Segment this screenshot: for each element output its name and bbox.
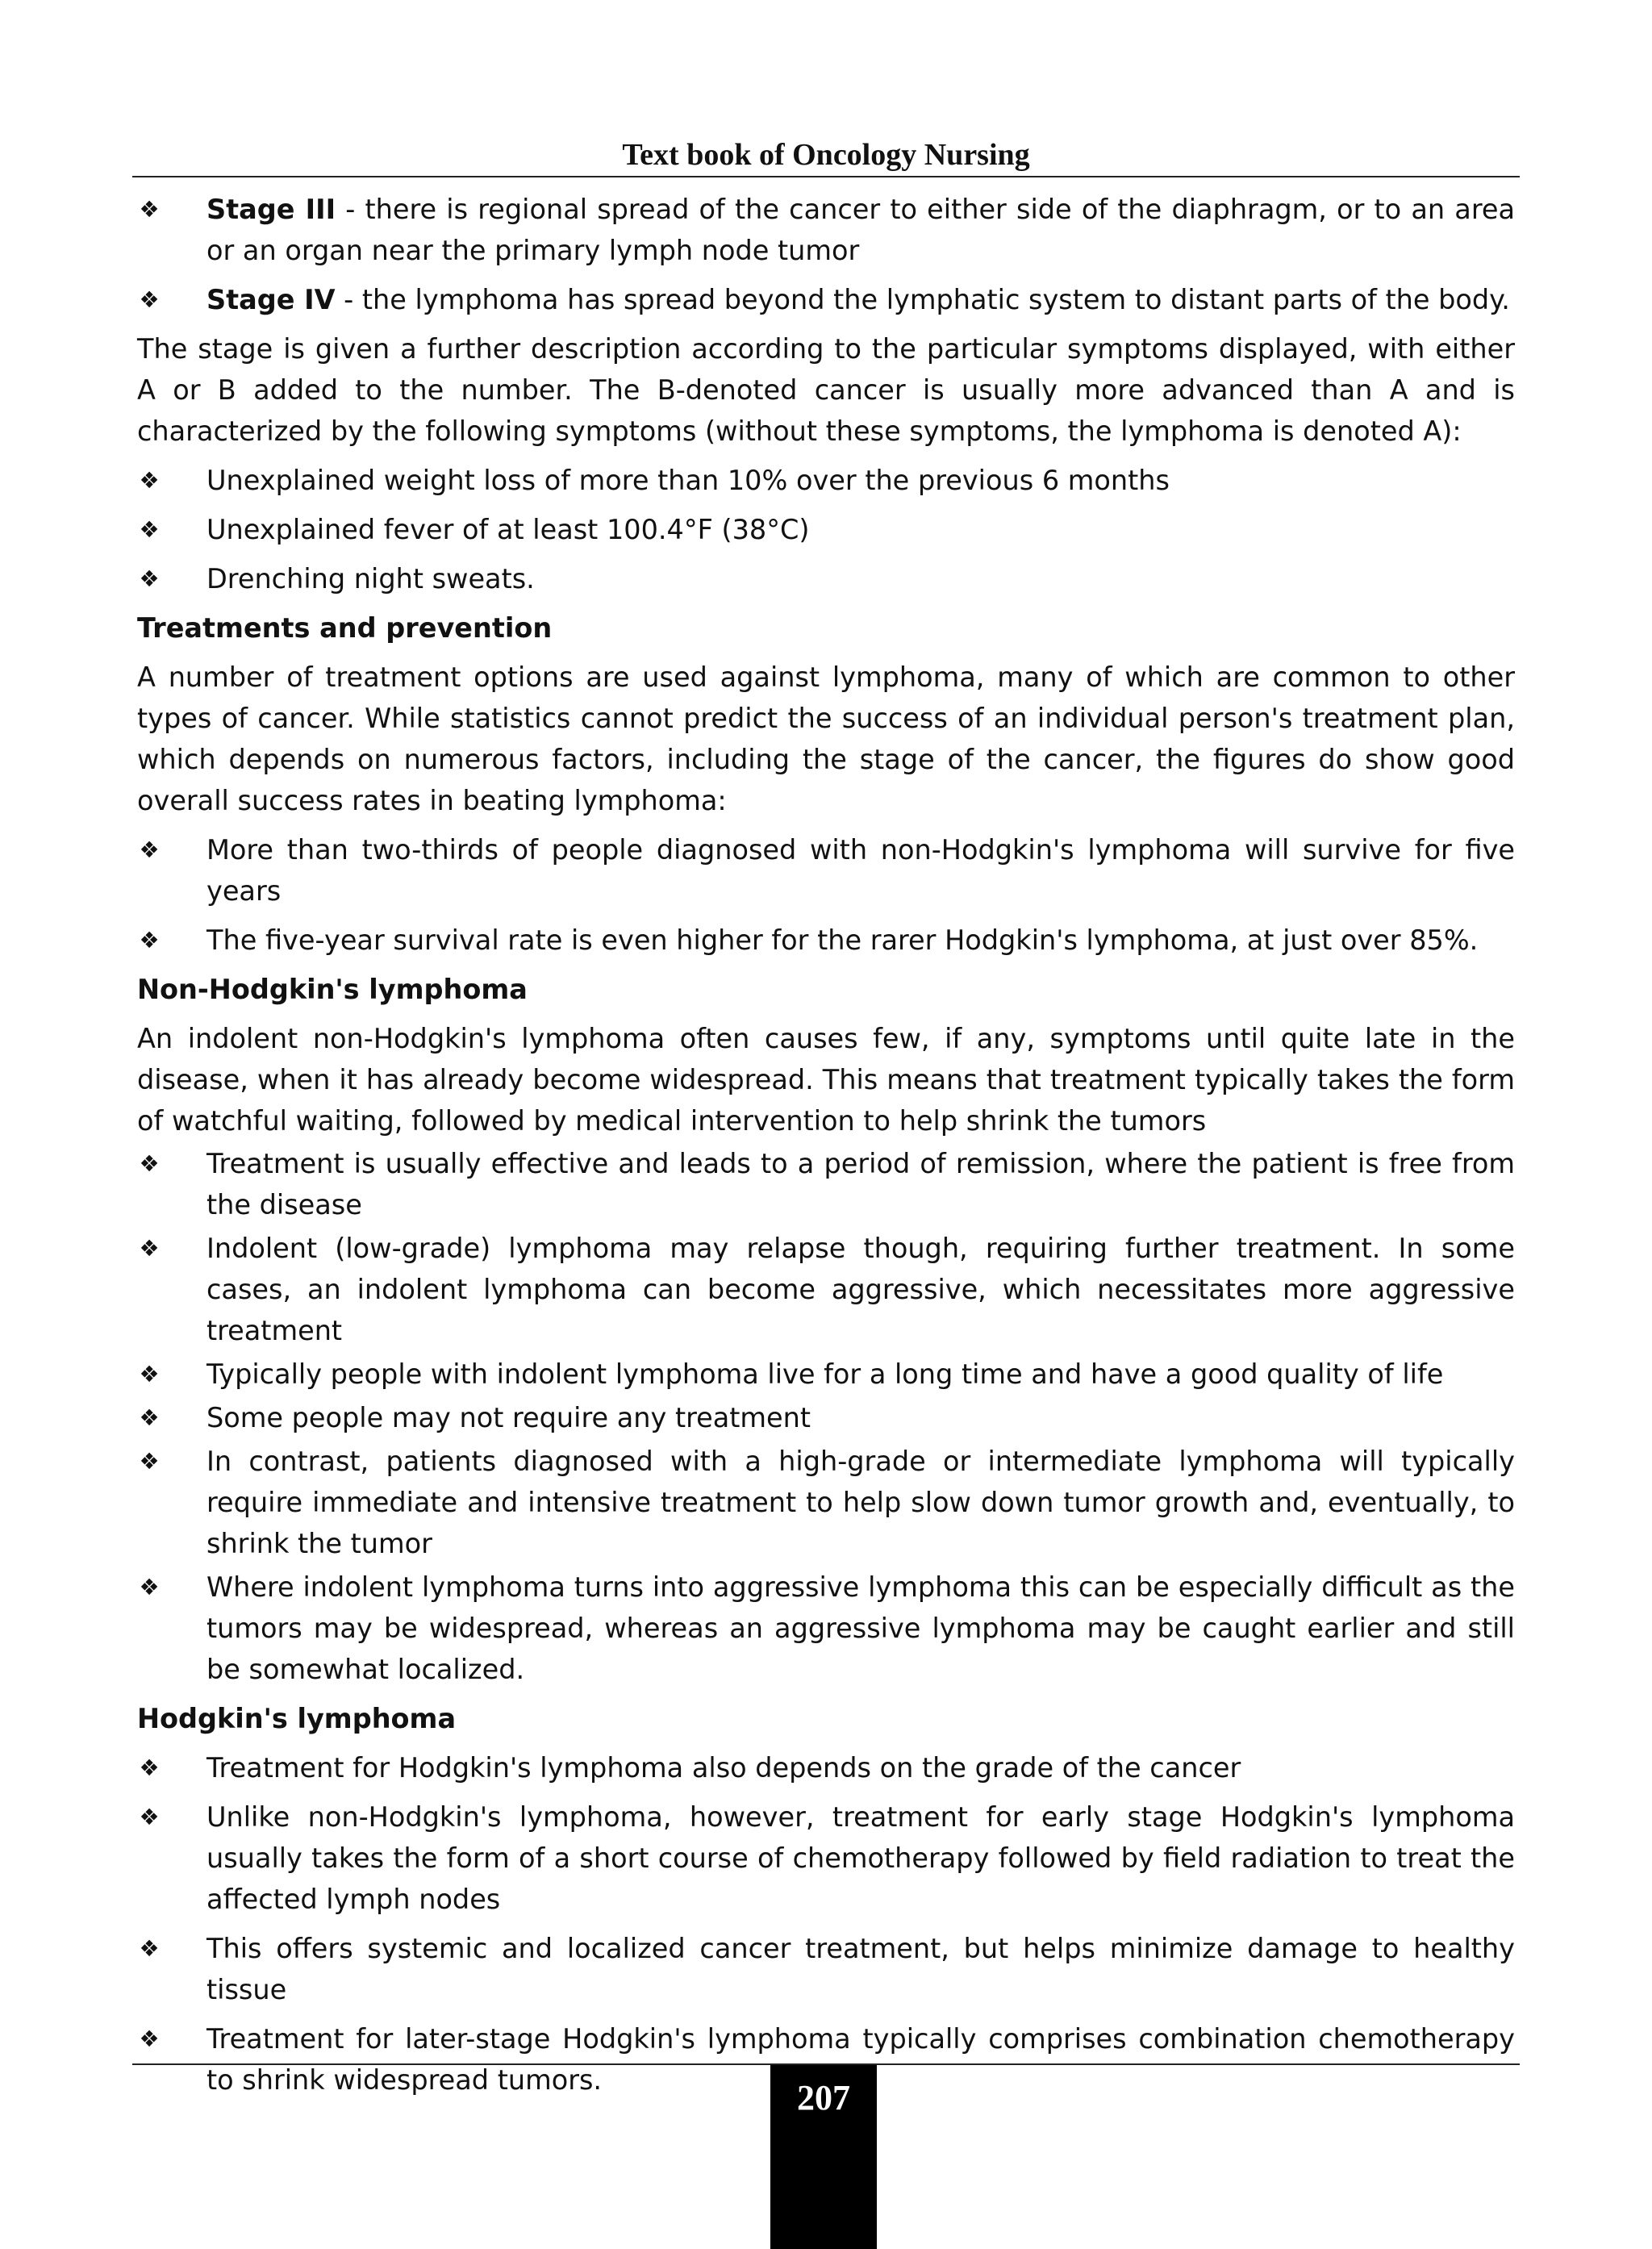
bullet-icon: ❖: [139, 1804, 160, 1830]
bullet-icon: ❖: [139, 1574, 160, 1600]
bullet-icon: ❖: [139, 837, 160, 863]
non-hodgkin-list: [137, 1143, 1515, 1690]
list-item: [137, 829, 1515, 912]
list-item: [137, 920, 1515, 961]
bullet-icon: ❖: [139, 1448, 160, 1475]
stage-label: Stage III: [206, 194, 336, 225]
list-item-text: Indolent (low-grade) lymphoma may relapse though, requiring further treatment. In some cases, an indolent lymphoma can become aggressive, which necessitates more aggressive treatment: [206, 1233, 1515, 1346]
bullet-icon: ❖: [139, 1404, 160, 1431]
list-item-text: This offers systemic and localized cancer treatment, but helps minimize damage to healthy tissue: [206, 1933, 1515, 2005]
list-item: [137, 509, 1515, 550]
bullet-icon: ❖: [139, 516, 160, 543]
section-heading-hodgkin: Hodgkin's lymphoma: [137, 1703, 457, 1734]
bullet-icon: ❖: [139, 2026, 160, 2052]
bullet-icon: ❖: [139, 196, 160, 223]
list-item-text: Unlike non-Hodgkin's lymphoma, however, treatment for early stage Hodgkin's lymphoma usually takes the form of a short course of chemotherapy followed by field radiation to treat the affected lymph nodes: [206, 1801, 1515, 1915]
page-number-tab: [770, 2065, 877, 2249]
list-item-text: Where indolent lymphoma turns into aggressive lymphoma this can be especially difficult as the tumors may be widespread, whereas an aggressive lymphoma may be caught earlier and still be somewhat localized.: [206, 1571, 1515, 1685]
running-header: Text book of Oncology Nursing: [622, 138, 1030, 172]
list-item: [137, 558, 1515, 599]
list-item: [137, 1796, 1515, 1920]
list-item: [137, 1228, 1515, 1351]
hodgkin-list: [137, 1747, 1515, 2101]
bullet-icon: ❖: [139, 927, 160, 953]
bullet-icon: ❖: [139, 1935, 160, 1962]
list-item: [137, 1747, 1515, 1788]
list-item: [137, 1397, 1515, 1438]
bullet-icon: ❖: [139, 1150, 160, 1177]
header-rule: [132, 176, 1520, 177]
stage-text: - the lymphoma has spread beyond the lymphatic system to distant parts of the body.: [335, 284, 1510, 315]
list-item-text: Drenching night sweats.: [206, 563, 535, 595]
symptom-list: [137, 460, 1515, 599]
page-number: 207: [797, 2078, 850, 2118]
staging-list: [137, 189, 1515, 320]
list-item-text: The five-year survival rate is even higher for the rarer Hodgkin's lymphoma, at just over 85%.: [206, 924, 1479, 956]
bullet-icon: ❖: [139, 1235, 160, 1262]
bullet-icon: ❖: [139, 1361, 160, 1387]
bullet-icon: ❖: [139, 1755, 160, 1781]
bullet-icon: ❖: [139, 565, 160, 592]
treatments-intro: A number of treatment options are used against lymphoma, many of which are common to other types of cancer. While statistics cannot predict the success of an individual person's treatment plan, which depends on numerous factors, including the stage of the cancer, the figures do show good overall success rates in beating lymphoma:: [137, 661, 1515, 816]
list-item-text: Unexplained weight loss of more than 10% over the previous 6 months: [206, 465, 1170, 496]
list-item-text: Unexplained fever of at least 100.4°F (38°C): [206, 514, 810, 545]
stage-text: - there is regional spread of the cancer to either side of the diaphragm, or to an area or an organ near the primary lymph node tumor: [206, 194, 1515, 266]
non-hodgkin-intro: An indolent non-Hodgkin's lymphoma often causes few, if any, symptoms until quite late in the disease, when it has already become widespread. This means that treatment typically takes the form of watchful waiting, followed by medical intervention to help shrink the tumors: [137, 1023, 1515, 1137]
list-item-text: More than two-thirds of people diagnosed with non-Hodgkin's lymphoma will survive for five years: [206, 834, 1515, 907]
list-item-text: Treatment is usually effective and leads to a period of remission, where the patient is free from the disease: [206, 1148, 1515, 1220]
list-item: [137, 1567, 1515, 1690]
list-item: [137, 1441, 1515, 1564]
list-item: [137, 1928, 1515, 2010]
list-item: [137, 1354, 1515, 1395]
stage-description: The stage is given a further description according to the particular symptoms displayed, with either A or B added to the number. The B-denoted cancer is usually more advanced than A and is characterized by the following symptoms (without these symptoms, the lymphoma is denoted A):: [137, 333, 1515, 447]
page-body: [137, 189, 1515, 2109]
list-item: [137, 189, 1515, 271]
list-item-text: Some people may not require any treatment: [206, 1402, 811, 1433]
section-heading-non-hodgkin: Non-Hodgkin's lymphoma: [137, 974, 528, 1005]
treatments-list: [137, 829, 1515, 961]
section-heading-treatments: Treatments and prevention: [137, 612, 553, 644]
list-item-text: Typically people with indolent lymphoma live for a long time and have a good quality of life: [206, 1358, 1444, 1390]
bullet-icon: ❖: [139, 467, 160, 494]
list-item-text: In contrast, patients diagnosed with a high-grade or intermediate lymphoma will typically require immediate and intensive treatment to help slow down tumor growth and, eventually, to shrink the tumor: [206, 1446, 1515, 1559]
list-item-text: Treatment for Hodgkin's lymphoma also depends on the grade of the cancer: [206, 1752, 1241, 1784]
stage-label: Stage IV: [206, 284, 336, 315]
list-item: [137, 1143, 1515, 1225]
bullet-icon: ❖: [139, 286, 160, 313]
list-item: [137, 279, 1515, 320]
list-item-text: Treatment for later-stage Hodgkin's lymphoma typically comprises combination chemotherapy to shrink widespread tumors.: [206, 2023, 1515, 2096]
list-item: [137, 460, 1515, 501]
